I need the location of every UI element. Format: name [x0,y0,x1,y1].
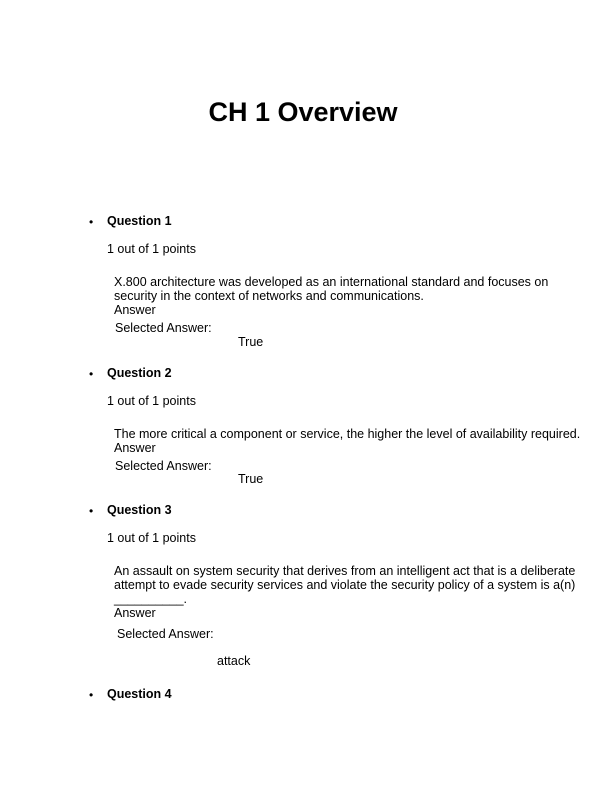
question-2-points: 1 out of 1 points [107,394,196,408]
question-3-label: Question 3 [107,503,172,517]
page-title: CH 1 Overview [208,97,398,127]
question-3-answer-label: Answer [114,606,156,620]
question-2-selected-label: Selected Answer: [115,459,212,473]
question-text-line: X.800 architecture was developed as an international standard and focuses on [114,275,549,289]
question-1-selected-value: True [238,335,264,349]
question-1-answer-label: Answer [114,303,156,317]
question-text-line: __________. [114,592,187,606]
bullet-icon: • [89,504,94,518]
question-1-text [114,275,548,303]
bullet-icon: • [89,215,94,229]
question-2-selected-value: True [238,472,264,486]
question-text-line: The more critical a component or service, the higher the level of availability required. [114,427,581,441]
bullet-icon: • [89,367,94,381]
question-2-answer-label: Answer [114,441,156,455]
question-1-label: Question 1 [107,214,172,228]
question-text-line: attempt to evade security services and violate the security policy of a system is a(n) [114,578,576,592]
question-text-line: An assault on system security that derives from an intelligent act that is a deliberate [114,564,576,578]
question-3-selected-label: Selected Answer: [117,627,214,641]
question-2-text [114,427,580,441]
question-1-selected-label: Selected Answer: [115,321,212,335]
question-4-label: Question 4 [107,687,172,701]
question-3-selected-value: attack [217,654,251,668]
question-1-points: 1 out of 1 points [107,242,196,256]
question-text-line: security in the context of networks and communications. [114,289,424,303]
bullet-icon: • [89,688,94,702]
question-2-label: Question 2 [107,366,172,380]
question-3-text [114,564,575,606]
question-3-points: 1 out of 1 points [107,531,196,545]
